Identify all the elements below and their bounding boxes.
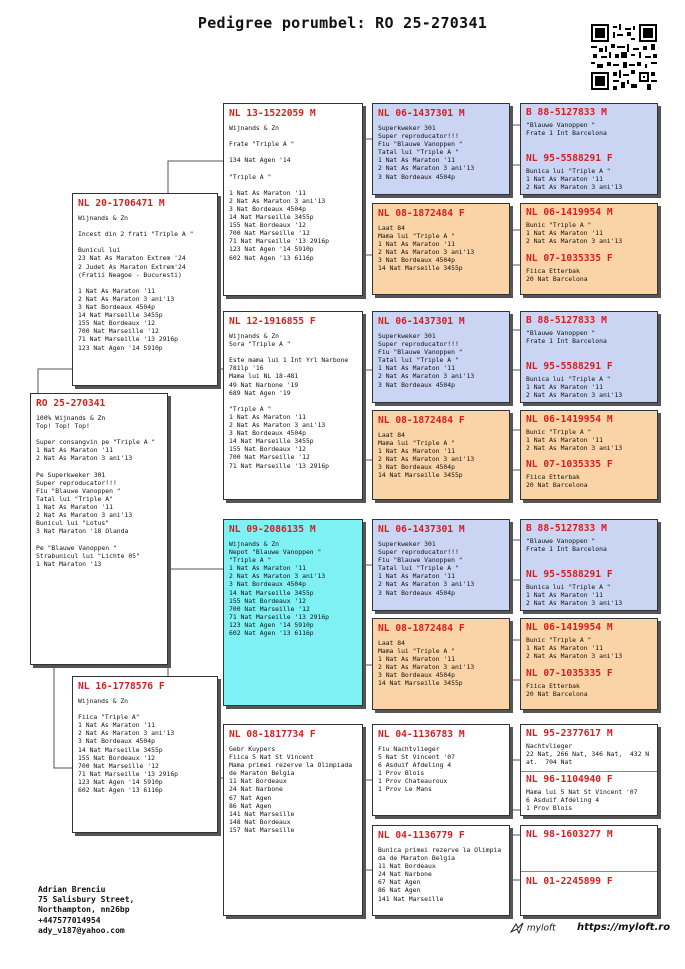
- g5-block-3-dam: [521, 358, 657, 403]
- g5-9-description: "Blauwe Vanoppen " Frate 1 Int Barcelona: [526, 537, 607, 554]
- g5-12-description: Fiica Etterbak 20 Nat Barcelona: [526, 682, 588, 699]
- granddam-1-id: NL 12-1916855 F: [229, 316, 316, 327]
- g5-11-description: Bunic "Triple A " 1 Nat As Maraton '11 2 Nat As Maraton 3 ani'13: [526, 636, 623, 661]
- ggp-2-description: Laat 84 Mama lui "Triple A " 1 Nat As Maraton '11 2 Nat As Maraton 3 ani'13 3 Nat Bordeaux 4504p 14 Nat Marseille 3455p: [378, 224, 475, 273]
- granddam-1-card: [223, 311, 363, 500]
- g5-6-description: Bunica lui "Triple A " 1 Nat As Maraton '11 2 Nat As Maraton 3 ani'13: [526, 375, 623, 400]
- g5-5-description: "Blauwe Vanoppen " Frate 1 Int Barcelona: [526, 329, 607, 346]
- g5-block-8: [520, 825, 658, 916]
- myloft-logo-icon: [510, 922, 524, 934]
- g5-block-8-dam: [521, 871, 657, 916]
- sire-card: [72, 193, 218, 386]
- g5-block-7-dam: [521, 771, 657, 816]
- subject-description: 100% Wijnands & Zn Top! Top! Top! Super consangvin pe "Triple A " 1 Nat As Maraton '11 2 Nat As Maraton 3 ani'13 Pe Superkweker 301 Super reproducator!!! Fiu "Blauwe Vanoppen " Tatal lui "Triple A" 1 Nat As Maraton '11 2 Nat As Maraton 3 ani'13 Bunicul lui "Lotus" 3 Nat Maraton '18 Olanda Pe "Blauwe Vanoppen " Strabunicul lui "Lichte 05" 1 Nat Maraton '13: [36, 414, 156, 568]
- g5-block-6-dam: [521, 665, 657, 710]
- subject-pigeon-card: [30, 393, 168, 665]
- ggp-4-description: Laat 84 Mama lui "Triple A " 1 Nat As Maraton '11 2 Nat As Maraton 3 ani'13 3 Nat Bordeaux 4504p 14 Nat Marseille 3455p: [378, 431, 475, 480]
- g5-9-id: B 88-5127833 M: [526, 523, 607, 534]
- ggp-6-card: [372, 618, 510, 710]
- g5-10-id: NL 95-5588291 F: [526, 569, 613, 580]
- dam-card: [72, 676, 218, 833]
- myloft-logo: [510, 922, 556, 934]
- g5-block-7-sire: [521, 725, 657, 771]
- ggp-7-description: Fiu Nachtvlieger 5 Nat St Vincent '07 6 Asduif Afdeling 4 1 Prov Blois 1 Prov Chateauroux 1 Prov Le Mans: [378, 745, 455, 794]
- g5-8-description: Fiica Etterbak 20 Nat Barcelona: [526, 473, 588, 490]
- g5-block-4: [520, 410, 658, 500]
- g5-14-description: Mama lui 5 Nat St Vincent '07 6 Asduif Afdeling 4 1 Prov Blois: [526, 788, 638, 813]
- ggp-1-card: [372, 103, 510, 195]
- grandsire-1-id: NL 13-1522059 M: [229, 108, 316, 119]
- grandsire-2-id: NL 09-2086135 M: [229, 524, 316, 535]
- g5-5-id: B 88-5127833 M: [526, 315, 607, 326]
- g5-3-id: NL 06-1419954 M: [526, 207, 613, 218]
- g5-11-id: NL 06-1419954 M: [526, 622, 613, 633]
- ggp-2-id: NL 08-1872484 F: [378, 208, 465, 219]
- g5-block-6: [520, 618, 658, 710]
- granddam-2-id: NL 08-1817734 F: [229, 729, 316, 740]
- g5-block-3-sire: [521, 312, 657, 358]
- ggp-2-card: [372, 203, 510, 295]
- breeder-contact: Adrian Brenciu 75 Salisbury Street, Northampton, nn26bp +447577014954 ady_v187@yahoo.com: [38, 885, 135, 935]
- g5-15-id: NL 98-1603277 M: [526, 829, 613, 840]
- ggp-4-card: [372, 410, 510, 500]
- g5-10-description: Bunica lui "Triple A " 1 Nat As Maraton '11 2 Nat As Maraton 3 ani'13: [526, 583, 623, 608]
- ggp-3-description: Superkweker 301 Super reproducator!!! Fiu "Blauwe Vanoppen " Tatal lui "Triple A " 1 Nat As Maraton '11 2 Nat As Maraton 3 ani'13 3 Nat Bordeaux 4504p: [378, 332, 475, 389]
- ggp-1-id: NL 06-1437301 M: [378, 108, 465, 119]
- g5-12-id: NL 07-1035335 F: [526, 668, 613, 679]
- g5-13-description: Nachtvlieger 22 Nat, 266 Nat, 346 Nat, 432 N at. 704 Nat: [526, 742, 650, 767]
- g5-3-description: Bunic "Triple A " 1 Nat As Maraton '11 2 Nat As Maraton 3 ani'13: [526, 221, 623, 246]
- g5-block-4-sire: [521, 411, 657, 456]
- g5-2-description: Bunica lui "Triple A " 1 Nat As Maraton '11 2 Nat As Maraton 3 ani'13: [526, 167, 623, 192]
- website-link[interactable]: https://myloft.ro: [577, 922, 671, 933]
- ggp-3-id: NL 06-1437301 M: [378, 316, 465, 327]
- g5-6-id: NL 95-5588291 F: [526, 361, 613, 372]
- g5-13-id: NL 95-2377617 M: [526, 728, 613, 739]
- g5-2-id: NL 95-5588291 F: [526, 153, 613, 164]
- g5-block-8-sire: [521, 826, 657, 871]
- subject-id: RO 25-270341: [36, 398, 106, 409]
- grandsire-2-card: [223, 519, 363, 706]
- ggp-8-description: Bunica primei rezerve la Olimpia da de Maraton Belgia 11 Nat Bordeaux 24 Nat Narbone 67 Nat Agen 86 Nat Agen 141 Nat Marseille: [378, 846, 502, 903]
- sire-description: Wijnands & Zn Incest din 2 frati "Triple A " Bunicul lui 23 Nat As Maraton Extrem '24 2 Judet As Maraton Extrem'24 (Fratii Neagoe - Bucuresti) 1 Nat As Maraton '11 2 Nat As Maraton 3 ani'13 3 Nat Bordeaux 4504p 14 Nat Marseille 3455p 155 Nat Bordeaux '12 700 Nat Marseille '12 71 Nat Marseille '13 2916p 123 Nat Agen '14 5910p: [78, 214, 194, 352]
- g5-14-id: NL 96-1104940 F: [526, 774, 613, 785]
- myloft-logo-text: myloft: [526, 923, 556, 934]
- g5-block-2: [520, 203, 658, 295]
- grandsire-1-description: Wijnands & Zn Frate "Triple A " 134 Nat Agen '14 "Triple A " 1 Nat As Maraton '11 2 Nat As Maraton 3 ani'13 3 Nat Bordeaux 4504p 14 Nat Marseille 3455p 155 Nat Bordeaux '12 700 Nat Marseille '12 71 Nat Marseille '13 2916p 123 Nat Agen '14 5910p 602 Nat Agen '13 6116p: [229, 124, 330, 262]
- g5-block-6-sire: [521, 619, 657, 665]
- ggp-8-card: [372, 825, 510, 916]
- ggp-3-card: [372, 311, 510, 403]
- ggp-5-id: NL 06-1437301 M: [378, 524, 465, 535]
- dam-description: Wijnands & Zn Fiica "Triple A" 1 Nat As Maraton '11 2 Nat As Maraton 3 ani'13 3 Nat Bordeaux 4504p 14 Nat Marseille 3455p 155 Nat Bordeaux '12 700 Nat Marseille '12 71 Nat Marseille '13 2916p 123 Nat Agen '14 5910p 602 Nat Agen '13 6116p: [78, 697, 179, 795]
- ggp-7-card: [372, 724, 510, 816]
- granddam-2-description: Gebr Kuypers Fiica 5 Nat St Vincent Mama primei rezerve la Olimpiada de Maraton Belgia 11 Nat Bordeaux 24 Nat Narbone 67 Nat Agen 86 Nat Agen 141 Nat Marseille 148 Nat Bordeaux 157 Nat Marseille: [229, 745, 353, 834]
- g5-16-id: NL 01-2245899 F: [526, 876, 613, 887]
- ggp-1-description: Superkweker 301 Super reproducator!!! Fiu "Blauwe Vanoppen " Tatal lui "Triple A " 1 Nat As Maraton '11 2 Nat As Maraton 3 ani'13 3 Nat Bordeaux 4504p: [378, 124, 475, 181]
- g5-block-4-dam: [521, 456, 657, 500]
- g5-8-id: NL 07-1035335 F: [526, 459, 613, 470]
- granddam-1-description: Wijnands & Zn Sora "Triple A " Este mama lui 1 Int Yrl Narbone 781lp '16 Mama lui NL 18-481 49 Nat Narbone '19 689 Nat Agen '19 "Triple A " 1 Nat As Maraton '11 2 Nat As Maraton 3 ani'13 3 Nat Bordeaux 4504p 14 Nat Marseille 3455p 155 Nat Bordeaux '12 700 Nat Marseille '12 71 Nat Marseille '13 2916p: [229, 332, 349, 470]
- grandsire-1-card: [223, 103, 363, 296]
- granddam-2-card: [223, 724, 363, 916]
- g5-4-description: Fiica Etterbak 20 Nat Barcelona: [526, 267, 588, 284]
- ggp-8-id: NL 04-1136779 F: [378, 830, 465, 841]
- dam-id: NL 16-1778576 F: [78, 681, 165, 692]
- g5-7-id: NL 06-1419954 M: [526, 414, 613, 425]
- g5-4-id: NL 07-1035335 F: [526, 253, 613, 264]
- ggp-5-description: Superkweker 301 Super reproducator!!! Fiu "Blauwe Vanoppen " Tatal lui "Triple A " 1 Nat As Maraton '11 2 Nat As Maraton 3 ani'13 3 Nat Bordeaux 4504p: [378, 540, 475, 597]
- g5-block-2-sire: [521, 204, 657, 250]
- g5-block-2-dam: [521, 250, 657, 295]
- grandsire-2-description: Wijnands & Zn Nepot "Blauwe Vanoppen " "Triple A " 1 Nat As Maraton '11 2 Nat As Maraton 3 ani'13 3 Nat Bordeaux 4504p 14 Nat Marseille 3455p 155 Nat Bordeaux '12 700 Nat Marseille '12 71 Nat Marseille '13 2916p 123 Nat Agen '14 5910p 602 Nat Agen '13 6116p: [229, 540, 330, 638]
- ggp-5-card: [372, 519, 510, 611]
- g5-block-5-dam: [521, 566, 657, 611]
- g5-block-1-dam: [521, 150, 657, 195]
- g5-block-1: [520, 103, 658, 195]
- ggp-6-id: NL 08-1872484 F: [378, 623, 465, 634]
- g5-block-3: [520, 311, 658, 403]
- g5-1-description: "Blauwe Vanoppen " Frate 1 Int Barcelona: [526, 121, 607, 138]
- g5-block-5: [520, 519, 658, 611]
- g5-block-7: [520, 724, 658, 816]
- g5-block-1-sire: [521, 104, 657, 150]
- ggp-4-id: NL 08-1872484 F: [378, 415, 465, 426]
- g5-1-id: B 88-5127833 M: [526, 107, 607, 118]
- g5-block-5-sire: [521, 520, 657, 566]
- g5-7-description: Bunic "Triple A " 1 Nat As Maraton '11 2 Nat As Maraton 3 ani'13: [526, 428, 623, 453]
- page-title: Pedigree porumbel: RO 25-270341: [197, 14, 488, 32]
- sire-id: NL 20-1706471 M: [78, 198, 165, 209]
- ggp-7-id: NL 04-1136783 M: [378, 729, 465, 740]
- ggp-6-description: Laat 84 Mama lui "Triple A " 1 Nat As Maraton '11 2 Nat As Maraton 3 ani'13 3 Nat Bordeaux 4504p 14 Nat Marseille 3455p: [378, 639, 475, 688]
